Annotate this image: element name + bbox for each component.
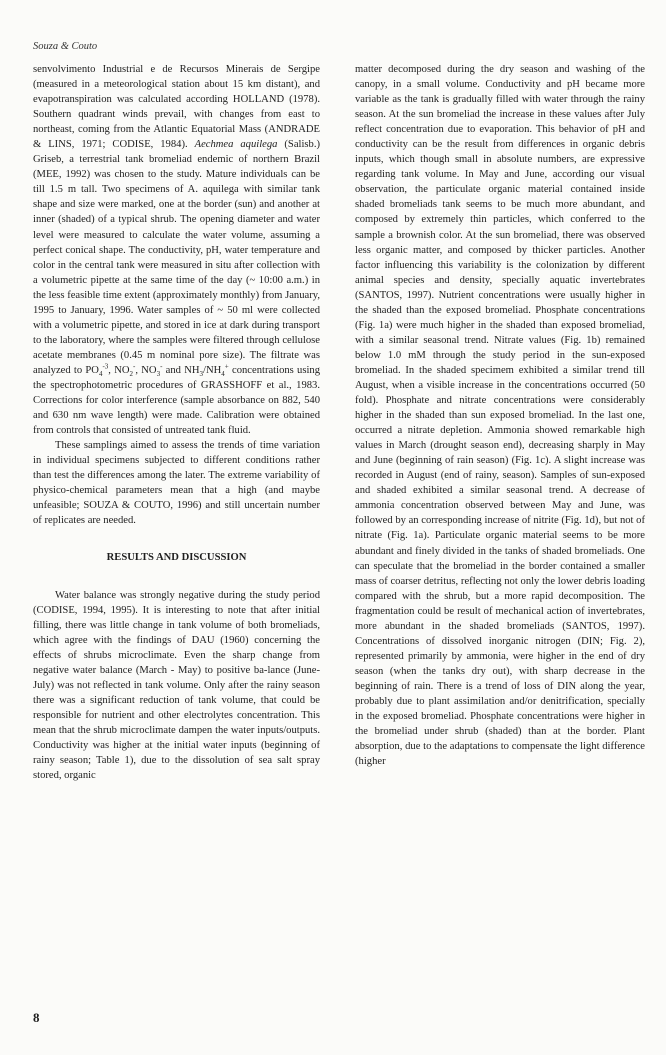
nutrient-formula-nitrate: $NO_3^-$ [141, 362, 163, 379]
page-number: 8 [33, 1010, 40, 1025]
methods-text-3: concentrations using the spectrophotometric procedures of GRASSHOFF et al., 1983. Corrections for color interference (sample absorbance on 882, 540 and 630 nm wave length) were made. Calibration were obtained from controls that consisted of untreated tank fluid. [33, 364, 320, 437]
running-head: Souza & Couto [33, 41, 98, 52]
section-heading: RESULTS AND DISCUSSION [106, 552, 247, 564]
discussion-paragraph: matter decomposed during the dry season and washing of the canopy, in a small volume. Conductivity and pH became more variable as the tank is gradually filled with water through the rainy season. At the sun bromeliad the increase in these values after July reflect concentration due to evaporation. This behavior of pH and conductivity can be the result from differences in organic debris inputs, which though small in absolute numbers, are expressive regarding tank volume. In May and June, according our visual observation, the particulate organic material contained inside shaded bromeliads tank seems to be much more abundant, and composed by extremely thin particles, which conferred to the sample a brownish color. At the sun bromeliad, there was observed less organic matter, and composed by thicker particles. Another factor influencing this variability is the colonization by different animal species and density, specially aquatic invertebrates (SANTOS, 1997). Nutrient concentrations were usually higher in the shaded than the exposed bromeliad. Phosphate concentrations (Fig. 1a) were much higher in the shaded than exposed bromeliad, with a similar seasonal trend. Nitrate values (Fig. 1b) remained below 1.0 mM through the study period in the sun-exposed bromeliad. In the shaded specimem exhibited a similar trend till August, when a visible increase in the concentrations occurred (50 fold). Phosphate and nitrate concentrations were considerably higher in the shaded than sun exposed bromeliad. In the last one, occurred a nitrate depletion. Ammonia showed remarkable high values in March (drought season end), decreasing sharply in May and June (beginning of rain season) (Fig. 1c). A slight increase was recorded in August (end of rainy, season). Samples of sun-exposed and shaded exhibited a similar seasonal trend. A decrease of ammonia concentration observed between May and June, was followed by an corresponding increase of nitrite (Fig. 1d), but not of nitrate (Fig. 1a). Particulate organic material seems to be more abundant and finely divided in the tanks of shaded bromeliads. One can speculate that the bromeliad in the border contained a smaller mass of coarser detritus, reflecting not only the lower debris loading compared with the shrub, but a more rapid decomposition. The fragmentation could be result of mechanical action of invertebrates, more abundant in the shaded bromeliads (SANTOS, 1997). Concentrations of dissolved inorganic nitrogen (DIN; Fig. 2), represented primarily by ammonia, were higher in the end of dry season (when the tanks dry out), with sharp decrease in the beginning of rain. There is a trend of loss of DIN along the year, probably due to plant assimilation and/or denitrification, specially in the exposed bromeliad. Phosphate concentrations were higher in the bromeliad under shrub (shaded) than at the border. Plant absorption, due to the adaptations to compensate the light difference (higher [355, 64, 645, 768]
species-name: Aechmea aquilega [194, 139, 278, 151]
methods-text-1: senvolvimento Industrial e de Recursos Minerais de Sergipe (measured in a meteorological station about 15 km distant), and evapotranspiration was calculated according HOLLAND (1978). Southern quadrant winds prevail, with changes from east to northeast, coming from the Atlantic Equatorial Mass (ANDRADE & LINS, 1971; CODISE, 1984). [33, 64, 320, 151]
methods-text-2: (Salisb.) Griseb, a terrestrial tank bromeliad endemic of northern Brazil (MEE, 1992) was chosen to the study. Mature individuals can be till 1.5 m tall. Two specimens of A. aquilega with similar tank shape and size were marked, one at the border (sun) and another at inner (shaded) of a typical shrub. The opening diameter and water level were measured to calculate the water volume, assuming a perfect conical shape. The conductivity, pH, water temperature and color in the central tank were measured in situ after collection with a volumetric pipette at the same time of the day (~ 10:00 a.m.) in the less feasible time extent (approximately monthly) from January, 1995 to January, 1996. Water samples of ~ 50 ml were collected with a volumetric pipette, and stored in ice at dark during transport to the laboratory, where the samples were filtered through cellulose acetate membranes (0.45 m nominal pore size). The filtrate was analyzed to [33, 139, 321, 376]
right-column [355, 62, 645, 769]
nutrient-formula-ammonia: $NH_3/NH_4^+$ [184, 362, 229, 379]
sampling-paragraph: These samplings aimed to assess the trends of time variation in individual specimens subjected to different conditions rather than test the differences among the later. The extreme variability of physico-chemical parameters mean that a high (and maybe unfeasible; SOUZA & COUTO, 1996) and still uncertain number of replicates are needed. [33, 440, 320, 527]
results-paragraph: Water balance was strongly negative during the study period (CODISE, 1994, 1995). It is interesting to note that after initial filling, there was little change in tank volume of both bromeliads, which agree with the findings of DAU (1960) concerning the effects of shrubs microclimate. Even the sharp change from negative water balance (March - May) to positive ba-lance (June-July) was not reflected in tank volume. Only after the rainy season there was a significant reduction of tank volume, that could be responsible for nutrient and other electrolytes concentration. This mean that the shrub microclimate dampen the water inputs/outputs. Conductivity was higher at the initial water inputs (beginning of rainy season; Table 1), due to the dissolution of sea salt spray stored, organic [33, 589, 320, 782]
nutrient-formula-phosphate: $PO_4^{-3}$ [85, 362, 109, 379]
left-column [33, 62, 320, 783]
methods-paragraph: senvolvimento Industrial e de Recursos Minerais de Sergipe (measured in a meteorological station about 15 km distant), and evapotranspiration was calculated according HOLLAND (1978). Southern quadrant winds prevail, with changes from east to northeast, coming from the Atlantic Equatorial Mass (ANDRADE & LINS, 1971; CODISE, 1984). Aechmea aquilega (Salisb.) Griseb, a terrestrial tank bromeliad endemic of northern Brazil (MEE, 1992) was chosen to the study. Mature individuals can be till 1.5 m tall. Two specimens of A. aquilega with similar tank shape and size were marked, one at the border (sun) and another at inner (shaded) of a typical shrub. The opening diameter and water level were measured to calculate the water volume, assuming a perfect conical shape. The conductivity, pH, water temperature and color in the central tank were measured in situ after collection with a volumetric pipette at the same time of the day (~ 10:00 a.m.) in the less feasible time extent (approximately monthly) from January, 1995 to January, 1996. Water samples of ~ 50 ml were collected with a volumetric pipette, and stored in ice at dark during transport to the laboratory, where the samples were filtered through cellulose acetate membranes (0.45 m nominal pore size). The filtrate was analyzed to $PO_4^{-3}$, $NO_2^-$, $NO_3^-$ and $NH_3/NH_4^+$ concentrations using the spectrophotometric procedures of GRASSHOFF et al., 1983. Corrections for color interference (sample absorbance on 882, 540 and 630 nm wave length) were made. Calibration were obtained from controls that consisted of untreated tank fluid. [33, 64, 321, 437]
nutrient-formula-nitrite: $NO_2^-$ [114, 362, 136, 379]
